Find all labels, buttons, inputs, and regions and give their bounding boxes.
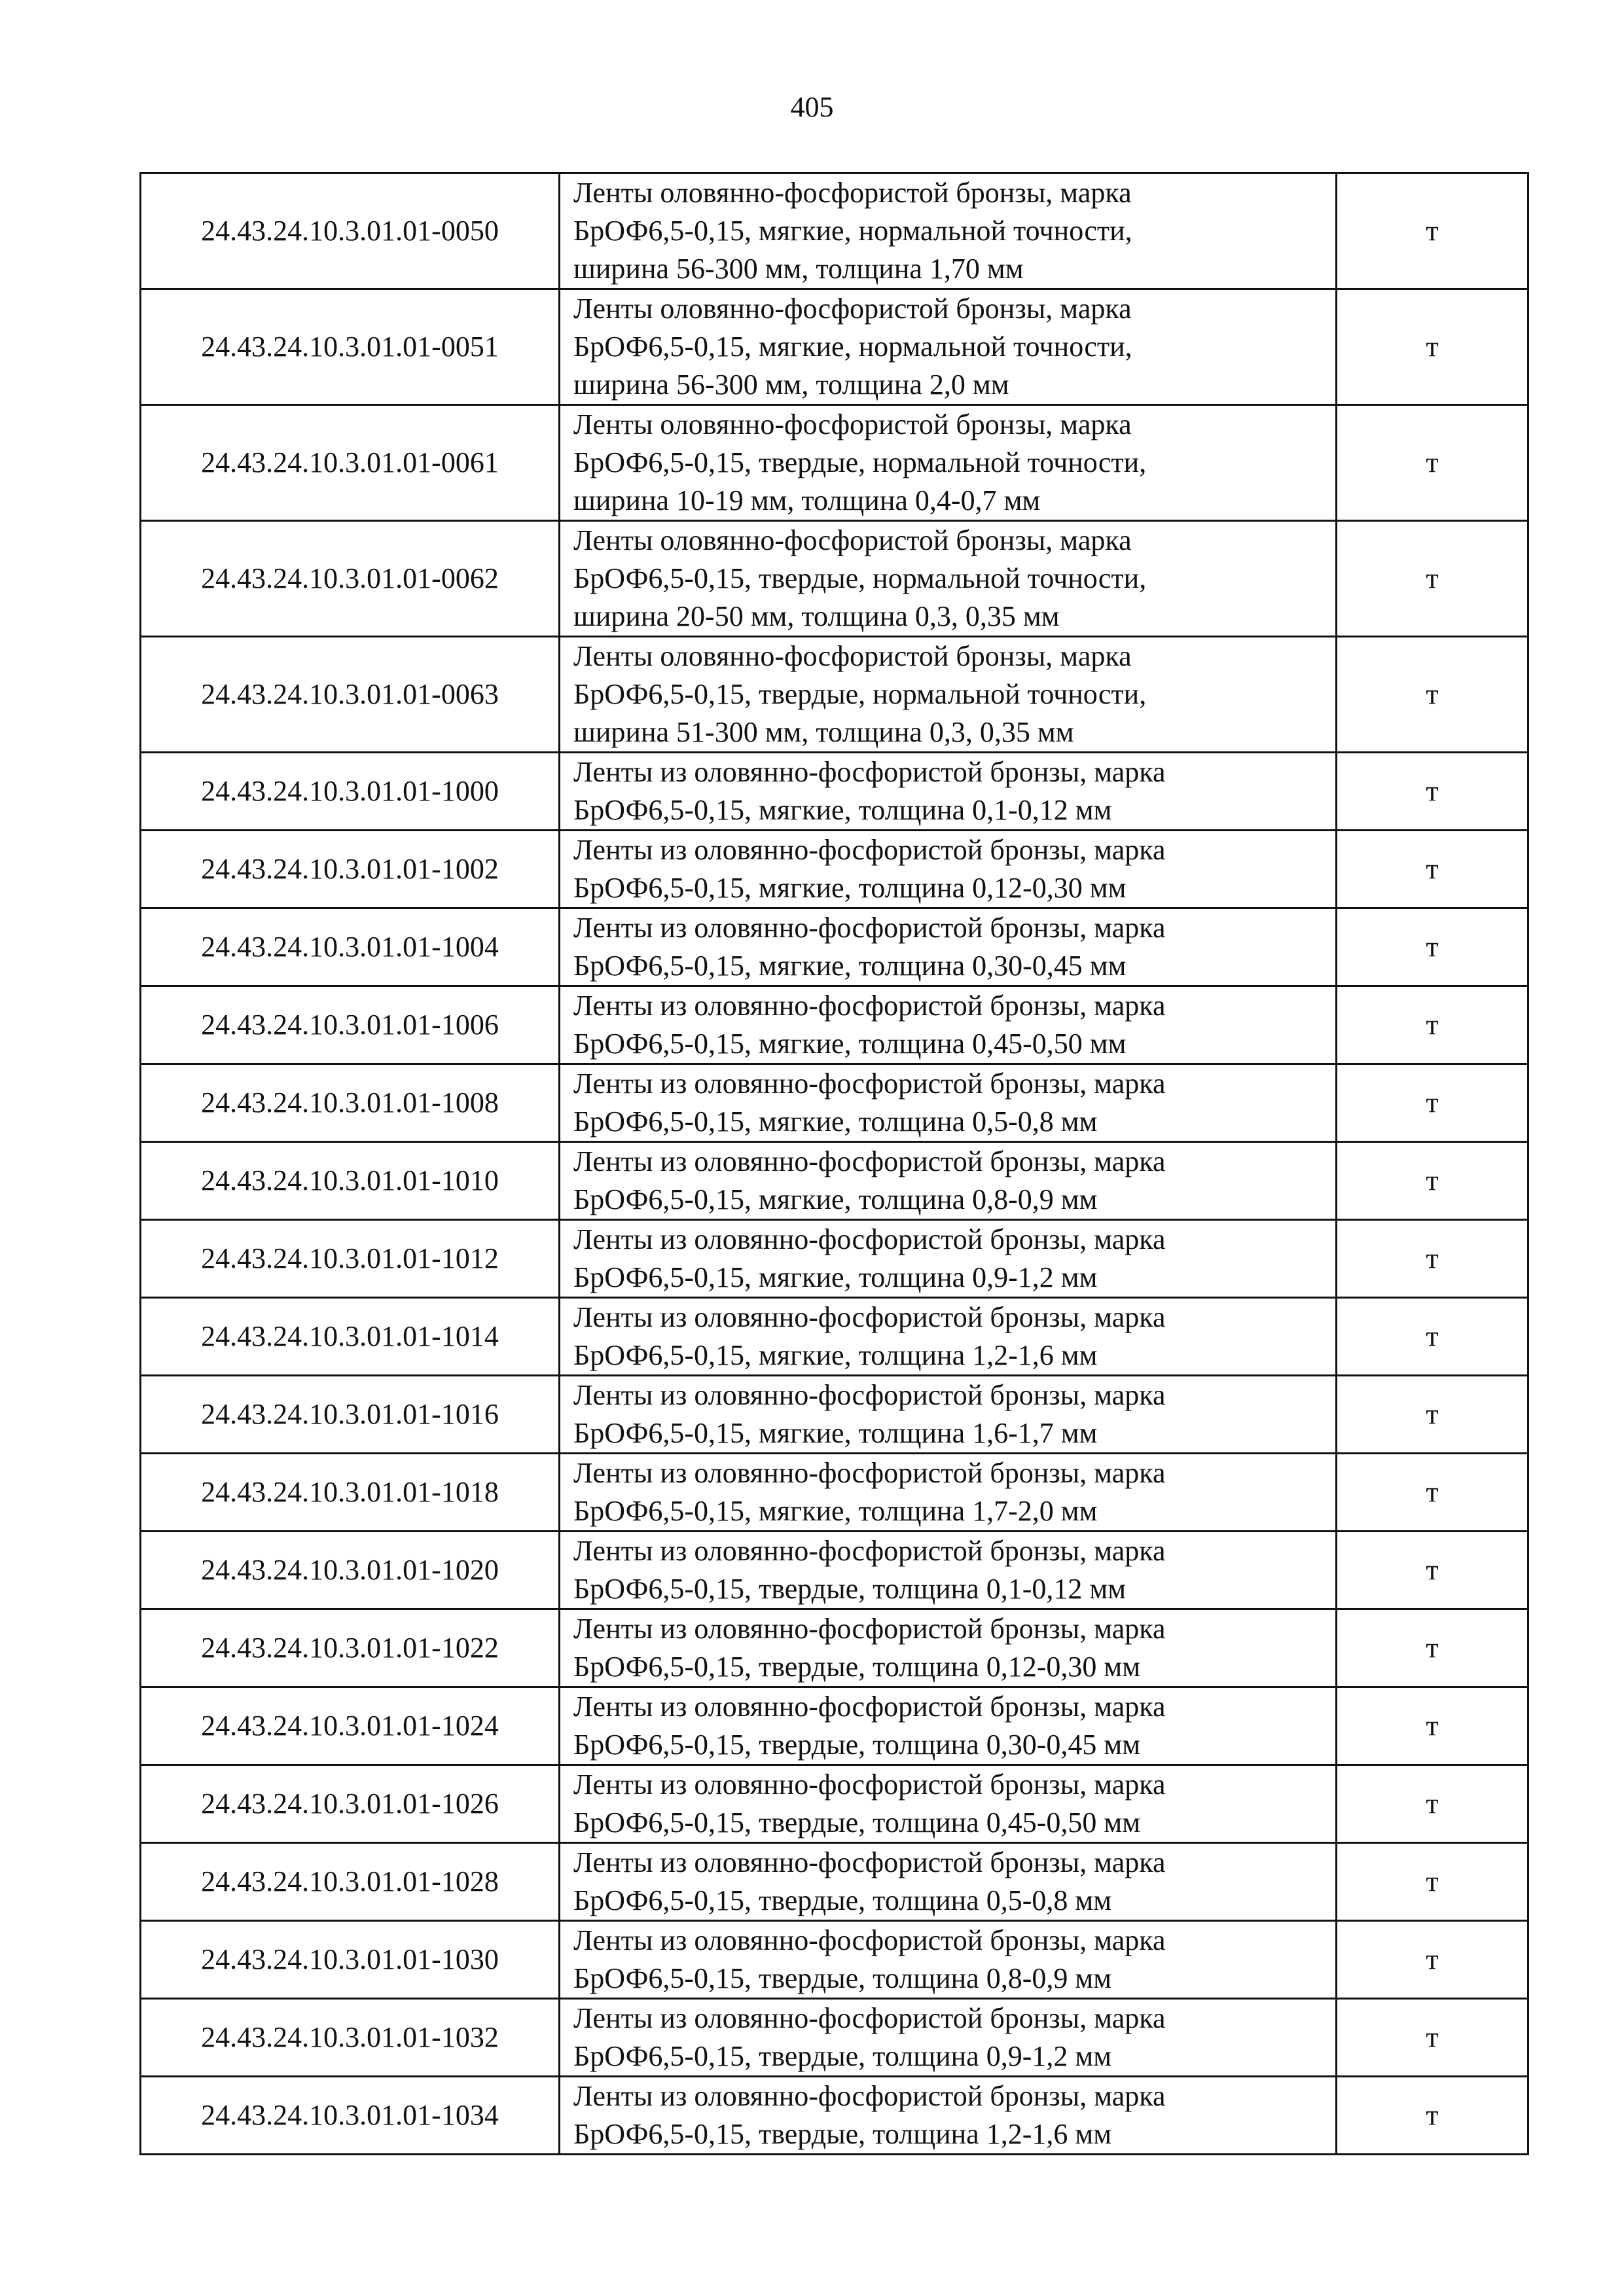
description-line: БрОФ6,5-0,15, твердые, толщина 0,9-1,2 мм (573, 2040, 1112, 2072)
resource-code-cell: 24.43.24.10.3.01.01-0063 (141, 637, 560, 753)
description-line: Ленты из оловянно-фосфористой бронзы, марка (573, 1691, 1166, 1723)
resource-description-cell (560, 1609, 1337, 1687)
resource-description-cell (560, 1298, 1337, 1376)
resource-description-cell (560, 1532, 1337, 1609)
description-line: Ленты оловянно-фосфористой бронзы, марка (573, 293, 1132, 325)
description-line: Ленты из оловянно-фосфористой бронзы, марка (573, 1535, 1166, 1567)
resource-description-cell (560, 1921, 1337, 1999)
description-line: Ленты из оловянно-фосфористой бронзы, марка (573, 1067, 1166, 1100)
unit-cell: т (1337, 831, 1528, 908)
resource-code-cell: 24.43.24.10.3.01.01-1034 (141, 2077, 560, 2155)
unit-cell: т (1337, 1454, 1528, 1532)
resource-code-cell: 24.43.24.10.3.01.01-1012 (141, 1220, 560, 1298)
table-row (141, 637, 1528, 753)
table-row (141, 986, 1528, 1064)
table-row (141, 753, 1528, 831)
description-line: БрОФ6,5-0,15, мягкие, толщина 0,5-0,8 мм (573, 1105, 1098, 1138)
description-line: Ленты из оловянно-фосфористой бронзы, марка (573, 1145, 1166, 1177)
description-line: БрОФ6,5-0,15, мягкие, толщина 0,1-0,12 мм (573, 794, 1112, 826)
description-line: БрОФ6,5-0,15, мягкие, нормальной точности, (573, 215, 1132, 247)
resource-code-cell: 24.43.24.10.3.01.01-1008 (141, 1064, 560, 1142)
unit-cell: т (1337, 1532, 1528, 1609)
description-line: БрОФ6,5-0,15, твердые, нормальной точности, (573, 446, 1147, 478)
description-line: Ленты из оловянно-фосфористой бронзы, марка (573, 1457, 1166, 1489)
table-row (141, 1765, 1528, 1843)
unit-cell: т (1337, 986, 1528, 1064)
resource-code-cell: 24.43.24.10.3.01.01-1010 (141, 1142, 560, 1220)
unit-cell: т (1337, 1298, 1528, 1376)
resource-code-cell: 24.43.24.10.3.01.01-1000 (141, 753, 560, 831)
description-line: ширина 56-300 мм, толщина 1,70 мм (573, 253, 1024, 285)
resource-code-cell: 24.43.24.10.3.01.01-1030 (141, 1921, 560, 1999)
resource-description-cell (560, 1376, 1337, 1454)
resource-description-cell (560, 521, 1337, 637)
table-row (141, 1142, 1528, 1220)
description-line: Ленты оловянно-фосфористой бронзы, марка (573, 408, 1132, 440)
table-row (141, 1687, 1528, 1765)
table-row (141, 1454, 1528, 1532)
resource-code-cell: 24.43.24.10.3.01.01-1002 (141, 831, 560, 908)
description-line: Ленты из оловянно-фосфористой бронзы, марка (573, 1768, 1166, 1801)
description-line: БрОФ6,5-0,15, мягкие, толщина 0,9-1,2 мм (573, 1261, 1098, 1293)
unit-cell: т (1337, 289, 1528, 405)
resource-code-cell: 24.43.24.10.3.01.01-1014 (141, 1298, 560, 1376)
table-row (141, 173, 1528, 289)
unit-cell: т (1337, 1220, 1528, 1298)
unit-cell: т (1337, 1064, 1528, 1142)
unit-cell: т (1337, 1999, 1528, 2077)
description-line: Ленты из оловянно-фосфористой бронзы, марка (573, 834, 1166, 866)
resource-code-cell: 24.43.24.10.3.01.01-1016 (141, 1376, 560, 1454)
resource-description-cell (560, 908, 1337, 986)
resource-code-cell: 24.43.24.10.3.01.01-0051 (141, 289, 560, 405)
description-line: Ленты оловянно-фосфористой бронзы, марка (573, 524, 1132, 556)
description-line: БрОФ6,5-0,15, мягкие, толщина 1,6-1,7 мм (573, 1417, 1098, 1449)
description-line: БрОФ6,5-0,15, мягкие, толщина 0,45-0,50 мм (573, 1028, 1127, 1060)
unit-cell: т (1337, 405, 1528, 521)
resource-code-cell: 24.43.24.10.3.01.01-1020 (141, 1532, 560, 1609)
resource-code-cell: 24.43.24.10.3.01.01-1022 (141, 1609, 560, 1687)
unit-cell: т (1337, 1765, 1528, 1843)
resource-description-cell (560, 1454, 1337, 1532)
description-line: БрОФ6,5-0,15, мягкие, толщина 0,30-0,45 мм (573, 950, 1127, 982)
description-line: Ленты из оловянно-фосфористой бронзы, марка (573, 756, 1166, 788)
unit-cell: т (1337, 1376, 1528, 1454)
resource-code-cell: 24.43.24.10.3.01.01-0061 (141, 405, 560, 521)
unit-cell: т (1337, 1609, 1528, 1687)
description-line: Ленты из оловянно-фосфористой бронзы, марка (573, 912, 1166, 944)
description-line: БрОФ6,5-0,15, твердые, толщина 0,12-0,30 мм (573, 1651, 1141, 1683)
description-line: Ленты из оловянно-фосфористой бронзы, марка (573, 1379, 1166, 1411)
table-row (141, 1064, 1528, 1142)
resource-description-cell (560, 2077, 1337, 2155)
description-line: Ленты оловянно-фосфористой бронзы, марка (573, 177, 1132, 209)
table-row (141, 1609, 1528, 1687)
description-line: Ленты из оловянно-фосфористой бронзы, марка (573, 2002, 1166, 2034)
resource-description-cell (560, 405, 1337, 521)
unit-cell: т (1337, 1843, 1528, 1921)
unit-cell: т (1337, 173, 1528, 289)
resource-description-cell (560, 753, 1337, 831)
unit-cell: т (1337, 1687, 1528, 1765)
table-row (141, 1843, 1528, 1921)
description-line: Ленты из оловянно-фосфористой бронзы, марка (573, 1924, 1166, 1956)
resource-description-cell (560, 1142, 1337, 1220)
table-row (141, 1999, 1528, 2077)
resource-table-body (141, 173, 1528, 2155)
unit-cell: т (1337, 1142, 1528, 1220)
table-row (141, 405, 1528, 521)
table-row (141, 1532, 1528, 1609)
description-line: БрОФ6,5-0,15, твердые, толщина 0,30-0,45 мм (573, 1729, 1141, 1761)
table-row (141, 521, 1528, 637)
resource-code-cell: 24.43.24.10.3.01.01-1018 (141, 1454, 560, 1532)
resource-code-cell: 24.43.24.10.3.01.01-1028 (141, 1843, 560, 1921)
description-line: Ленты из оловянно-фосфористой бронзы, марка (573, 2080, 1166, 2112)
resource-code-cell: 24.43.24.10.3.01.01-1006 (141, 986, 560, 1064)
description-line: Ленты из оловянно-фосфористой бронзы, марка (573, 1301, 1166, 1333)
unit-cell: т (1337, 1921, 1528, 1999)
description-line: БрОФ6,5-0,15, твердые, нормальной точности, (573, 562, 1147, 594)
description-line: БрОФ6,5-0,15, мягкие, толщина 1,7-2,0 мм (573, 1495, 1098, 1527)
description-line: ширина 20-50 мм, толщина 0,3, 0,35 мм (573, 600, 1060, 632)
table-row (141, 908, 1528, 986)
description-line: БрОФ6,5-0,15, твердые, толщина 0,45-0,50 мм (573, 1806, 1141, 1839)
description-line: БрОФ6,5-0,15, твердые, нормальной точности, (573, 678, 1147, 710)
description-line: БрОФ6,5-0,15, мягкие, толщина 0,12-0,30 мм (573, 872, 1127, 904)
table-row (141, 831, 1528, 908)
table-row (141, 1298, 1528, 1376)
description-line: ширина 56-300 мм, толщина 2,0 мм (573, 368, 1009, 401)
unit-cell: т (1337, 521, 1528, 637)
table-row (141, 2077, 1528, 2155)
description-line: Ленты оловянно-фосфористой бронзы, марка (573, 640, 1132, 672)
resource-description-cell (560, 1843, 1337, 1921)
description-line: БрОФ6,5-0,15, твердые, толщина 0,8-0,9 мм (573, 1962, 1112, 1994)
resource-description-cell (560, 289, 1337, 405)
description-line: ширина 51-300 мм, толщина 0,3, 0,35 мм (573, 716, 1074, 748)
description-line: БрОФ6,5-0,15, твердые, толщина 0,1-0,12 мм (573, 1573, 1127, 1605)
unit-cell: т (1337, 2077, 1528, 2155)
table-row (141, 1921, 1528, 1999)
description-line: Ленты из оловянно-фосфористой бронзы, марка (573, 1223, 1166, 1255)
unit-cell: т (1337, 908, 1528, 986)
resource-description-cell (560, 637, 1337, 753)
resource-table (139, 172, 1529, 2155)
description-line: Ленты из оловянно-фосфористой бронзы, марка (573, 1846, 1166, 1878)
description-line: БрОФ6,5-0,15, мягкие, толщина 0,8-0,9 мм (573, 1183, 1098, 1215)
resource-code-cell: 24.43.24.10.3.01.01-1004 (141, 908, 560, 986)
resource-description-cell (560, 1687, 1337, 1765)
description-line: БрОФ6,5-0,15, твердые, толщина 0,5-0,8 мм (573, 1884, 1112, 1916)
resource-description-cell (560, 986, 1337, 1064)
resource-description-cell (560, 1999, 1337, 2077)
resource-description-cell (560, 831, 1337, 908)
resource-code-cell: 24.43.24.10.3.01.01-0050 (141, 173, 560, 289)
unit-cell: т (1337, 637, 1528, 753)
resource-description-cell (560, 1220, 1337, 1298)
description-line: Ленты из оловянно-фосфористой бронзы, марка (573, 1613, 1166, 1645)
description-line: БрОФ6,5-0,15, мягкие, толщина 1,2-1,6 мм (573, 1339, 1098, 1371)
unit-cell: т (1337, 753, 1528, 831)
description-line: БрОФ6,5-0,15, твердые, толщина 1,2-1,6 мм (573, 2118, 1112, 2150)
resource-code-cell: 24.43.24.10.3.01.01-1026 (141, 1765, 560, 1843)
table-row (141, 289, 1528, 405)
description-line: БрОФ6,5-0,15, мягкие, нормальной точности, (573, 331, 1132, 363)
resource-code-cell: 24.43.24.10.3.01.01-0062 (141, 521, 560, 637)
resource-code-cell: 24.43.24.10.3.01.01-1032 (141, 1999, 560, 2077)
resource-code-cell: 24.43.24.10.3.01.01-1024 (141, 1687, 560, 1765)
page-number: 405 (790, 91, 834, 123)
description-line: ширина 10-19 мм, толщина 0,4-0,7 мм (573, 484, 1041, 516)
table-row (141, 1220, 1528, 1298)
resource-description-cell (560, 1064, 1337, 1142)
resource-description-cell (560, 1765, 1337, 1843)
table-row (141, 1376, 1528, 1454)
description-line: Ленты из оловянно-фосфористой бронзы, марка (573, 990, 1166, 1022)
resource-description-cell (560, 173, 1337, 289)
